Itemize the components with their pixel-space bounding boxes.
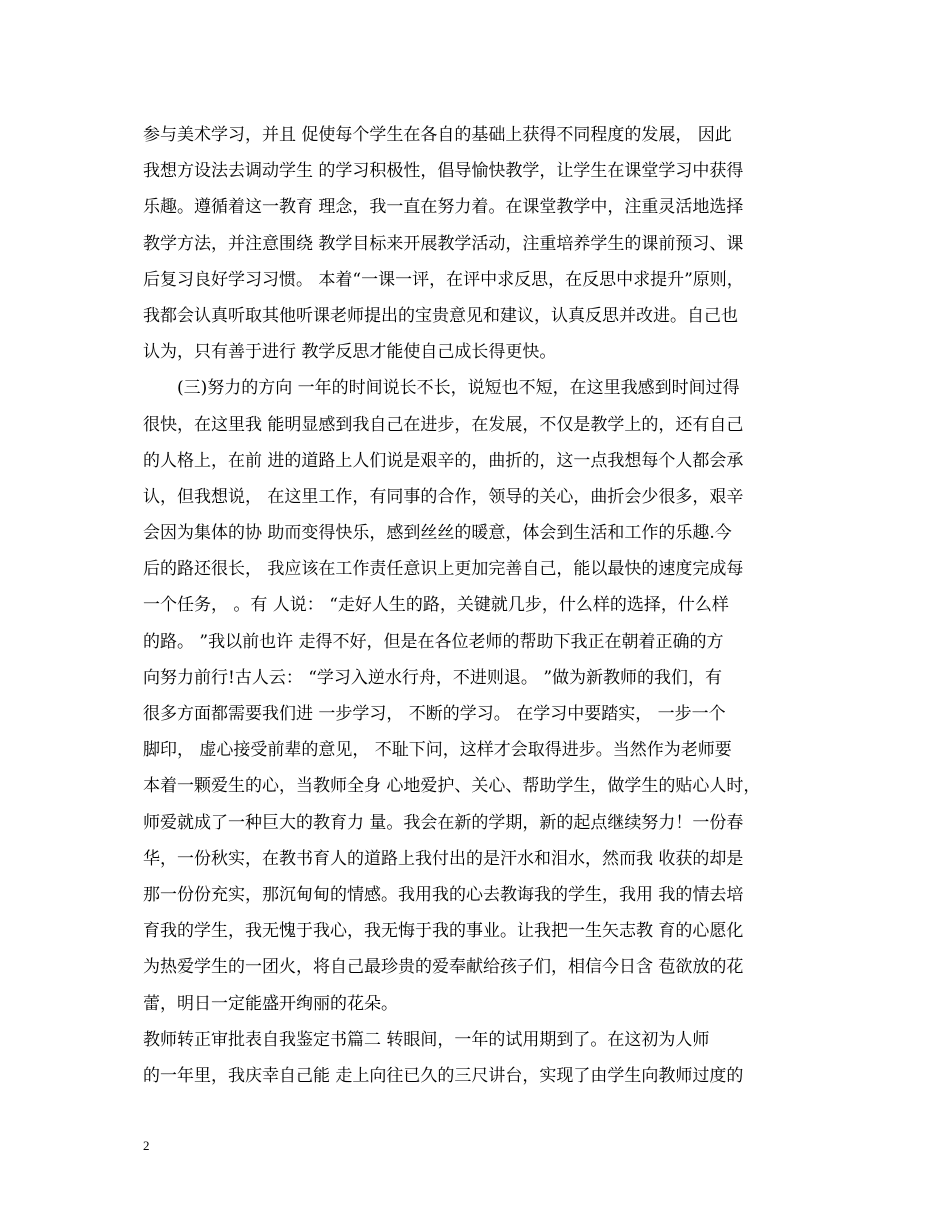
text-line: 认为，只有善于进行 教学反思才能使自己成长得更快。	[143, 342, 557, 363]
text-line: 脚印， 虚心接受前辈的意见， 不耻下问，这样才会取得进步。当然作为老师要	[143, 740, 732, 761]
section-heading-line: (三)努力的方向 一年的时间说长不长，说短也不短，在这里我感到时间过得	[177, 378, 740, 399]
text-line: 认，但我想说， 在这里工作，有同事的合作，领导的关心，曲折会少很多，艰辛	[143, 486, 744, 507]
article-title-line: 教师转正审批表自我鉴定书篇二 转眼间，一年的试用期到了。在这初为人师	[143, 1029, 710, 1050]
text-line: 教学方法，并注意围绕 教学目标来开展教学活动，注重培养学生的课前预习、课	[143, 233, 744, 254]
text-line: 本着一颗爱生的心，当教师全身 心地爱护、关心、帮助学生，做学生的贴心人时，	[143, 776, 761, 797]
text-line: 向努力前行!古人云： “学习入逆水行舟，不进则退。 ”做为新教师的我们，有	[143, 667, 723, 688]
page-number: 2	[143, 1138, 150, 1153]
text-line: 我都会认真听取其他听课老师提出的宝贵意见和建议，认真反思并改进。自己也	[143, 305, 738, 326]
text-line: 育我的学生，我无愧于我心，我无悔于我的事业。让我把一生矢志教 育的心愿化	[143, 921, 744, 942]
body-text	[143, 117, 823, 1094]
text-line: 蕾，明日一定能盛开绚丽的花朵。	[143, 993, 398, 1014]
text-line: 师爱就成了一种巨大的教育力 量。我会在新的学期，新的起点继续努力！一份春	[143, 812, 744, 833]
text-line: 的一年里，我庆幸自己能 走上向往已久的三尺讲台，实现了由学生向教师过度的	[143, 1065, 744, 1086]
text-line: 华，一份秋实，在教书育人的道路上我付出的是汗水和泪水，然而我 收获的却是	[143, 848, 744, 869]
text-line: 一个任务， 。有 人说： “走好人生的路，关键就几步，什么样的选择，什么样	[143, 595, 729, 616]
text-line: 很快，在这里我 能明显感到我自己在进步，在发展，不仅是教学上的，还有自己	[143, 414, 744, 435]
text-line: 我想方设法去调动学生 的学习积极性，倡导愉快教学，让学生在课堂学习中获得	[143, 161, 744, 182]
text-line: 后复习良好学习习惯。 本着“一课一评，在评中求反思，在反思中求提升”原则，	[143, 269, 744, 290]
text-line: 为热爱学生的一团火，将自己最珍贵的爱奉献给孩子们，相信今日含 苞欲放的花	[143, 957, 744, 978]
text-line: 参与美术学习，并且 促使每个学生在各自的基础上获得不同程度的发展， 因此	[143, 125, 732, 145]
text-line: 很多方面都需要我们进 一步学习， 不断的学习。 在学习中要踏实， 一步一个	[143, 704, 726, 724]
text-line: 那一份份充实，那沉甸甸的情感。我用我的心去教诲我的学生，我用 我的情去培	[143, 884, 744, 905]
text-line: 的路。 ”我以前也许 走得不好，但是在各位老师的帮助下我正在朝着正确的方	[143, 631, 724, 652]
text-line: 会因为集体的协 助而变得快乐，感到丝丝的暖意，体会到生活和工作的乐趣.今	[143, 523, 732, 544]
text-line: 乐趣。遵循着这一教育 理念，我一直在努力着。在课堂教学中，注重灵活地选择	[143, 197, 744, 218]
text-line: 的人格上，在前 进的道路上人们说是艰辛的，曲折的，这一点我想每个人都会承	[143, 450, 744, 471]
text-line: 后的路还很长， 我应该在工作责任意识上更加完善自己，能以最快的速度完成每	[143, 559, 744, 580]
